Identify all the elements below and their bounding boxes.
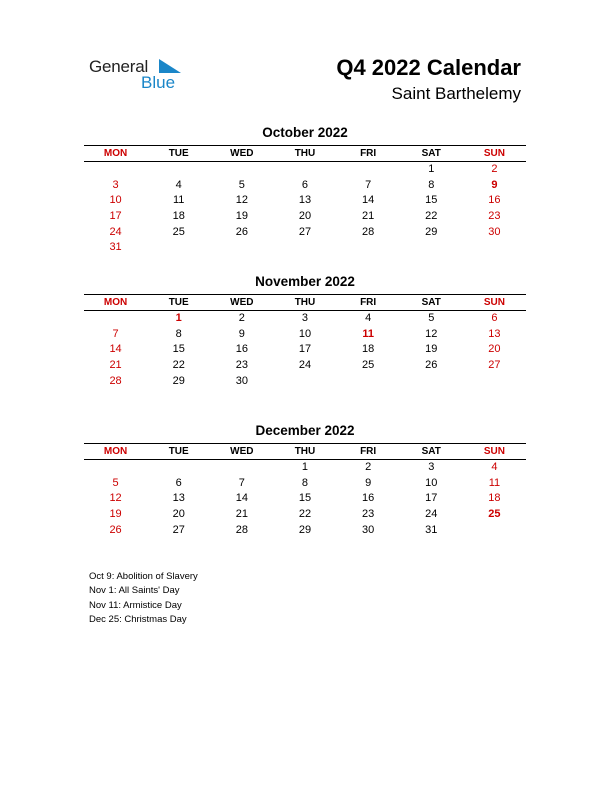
- day-cell: 3: [112, 178, 119, 191]
- day-cell: 23: [235, 359, 248, 372]
- day-cell: 12: [425, 327, 438, 340]
- page-subtitle: Saint Barthelemy: [391, 84, 521, 103]
- week-row: [84, 327, 526, 343]
- weekday-sun: SUN: [483, 297, 505, 308]
- weekday-header: [84, 294, 526, 311]
- week-row: [84, 311, 526, 327]
- day-cell: 27: [298, 225, 312, 238]
- week-row: [84, 491, 526, 507]
- day-cell: 9: [238, 327, 245, 340]
- day-cell: 6: [301, 178, 309, 191]
- week-row: [84, 476, 526, 492]
- day-cell: 8: [301, 476, 309, 489]
- day-cell: 5: [238, 178, 245, 191]
- empty-day-cell: [84, 162, 147, 178]
- day-cell: 16: [362, 492, 375, 505]
- empty-day-cell: [210, 460, 273, 476]
- holiday-item: Oct 9: Abolition of Slavery: [89, 571, 198, 582]
- day-cell: 20: [172, 508, 185, 521]
- weekday-mon: MON: [103, 297, 128, 308]
- weekday-header: [84, 145, 526, 162]
- logo-triangle-icon: [159, 59, 181, 73]
- month-november: [84, 274, 526, 389]
- day-cell: 17: [109, 210, 122, 223]
- generalblue-logo: [89, 57, 189, 93]
- day-cell: 26: [425, 359, 438, 372]
- day-cell: 21: [362, 210, 375, 223]
- day-cell: 26: [109, 523, 122, 536]
- weekday-wed: WED: [230, 148, 254, 159]
- weekday-sat: SAT: [421, 148, 441, 159]
- weekday-sun: SUN: [483, 148, 505, 159]
- day-cell: 2: [491, 163, 498, 175]
- empty-day-cell: [84, 460, 147, 476]
- day-cell: 2: [365, 461, 372, 473]
- day-cell: 23: [488, 210, 501, 223]
- empty-day-cell: [463, 523, 526, 539]
- empty-day-cell: [147, 460, 210, 476]
- week-row: [84, 460, 526, 476]
- day-cell: 15: [425, 194, 438, 207]
- empty-day-cell: [84, 311, 147, 327]
- day-cell: 22: [172, 359, 185, 372]
- day-cell: 16: [488, 194, 501, 207]
- empty-day-cell: [337, 374, 400, 390]
- day-cell: 22: [425, 210, 438, 223]
- day-cell: 13: [172, 492, 185, 505]
- day-cell: 4: [491, 461, 498, 473]
- weekday-fri: FRI: [360, 446, 377, 457]
- day-cell: 7: [365, 178, 372, 191]
- day-cell: 29: [298, 523, 312, 536]
- day-cell: 18: [488, 492, 501, 505]
- day-cell: 19: [109, 508, 122, 521]
- day-cell: 21: [109, 359, 122, 372]
- day-cell: 13: [488, 327, 501, 340]
- day-cell: 30: [488, 225, 501, 238]
- day-cell: 28: [362, 225, 375, 238]
- day-cell: 19: [235, 210, 248, 223]
- day-cell: 8: [428, 178, 435, 191]
- empty-day-cell: [400, 240, 463, 256]
- weekday-header: [84, 443, 526, 460]
- month-grid: [84, 311, 526, 389]
- day-cell: 3: [301, 312, 309, 324]
- day-cell: 29: [425, 225, 438, 238]
- week-row: [84, 358, 526, 374]
- day-cell: 8: [175, 327, 182, 340]
- weekday-tue: TUE: [168, 148, 189, 159]
- day-cell: 24: [425, 508, 438, 521]
- day-cell: 10: [298, 327, 312, 340]
- weekday-thu: THU: [294, 446, 316, 457]
- day-cell: 2: [238, 312, 245, 324]
- day-cell: 17: [298, 343, 312, 356]
- day-cell: 28: [109, 374, 122, 387]
- empty-day-cell: [400, 374, 463, 390]
- day-cell: 10: [109, 194, 122, 207]
- day-cell: 12: [109, 492, 122, 505]
- holiday-item: Dec 25: Christmas Day: [89, 614, 187, 626]
- day-cell: 12: [235, 194, 248, 207]
- week-row: [84, 162, 526, 178]
- day-cell: 20: [488, 343, 501, 356]
- day-cell: 4: [175, 178, 182, 191]
- weekday-fri: FRI: [360, 297, 377, 308]
- month-title: December 2022: [255, 423, 355, 438]
- weekday-mon: MON: [103, 446, 128, 457]
- logo-text-blue: Blue: [141, 73, 176, 92]
- day-cell: 5: [112, 476, 119, 489]
- week-row: [84, 240, 526, 256]
- weekday-fri: FRI: [360, 148, 377, 159]
- day-cell: 31: [425, 523, 438, 536]
- day-cell: 6: [175, 476, 182, 489]
- page-title: Q4 2022 Calendar: [336, 55, 521, 80]
- day-cell: 29: [172, 374, 185, 387]
- day-cell: 14: [235, 492, 248, 505]
- day-cell: 1: [301, 461, 309, 473]
- day-cell: 24: [298, 359, 312, 372]
- week-row: [84, 209, 526, 225]
- weekday-mon: MON: [103, 148, 128, 159]
- weekday-sun: SUN: [483, 446, 505, 457]
- day-cell: 13: [298, 194, 312, 207]
- day-cell: 20: [298, 210, 312, 223]
- day-cell: 3: [428, 461, 435, 473]
- day-cell: 4: [365, 312, 372, 324]
- empty-day-cell: [337, 240, 400, 256]
- week-row: [84, 374, 526, 390]
- weekday-tue: TUE: [168, 446, 189, 457]
- day-cell: 27: [488, 359, 501, 372]
- day-cell: 11: [173, 194, 185, 207]
- month-december: [84, 423, 526, 538]
- day-cell: 19: [425, 343, 438, 356]
- month-title: November 2022: [255, 274, 355, 289]
- month-october: [84, 125, 526, 256]
- week-row: [84, 523, 526, 539]
- day-cell: 23: [362, 508, 375, 521]
- empty-day-cell: [337, 162, 400, 178]
- day-cell: 30: [235, 374, 248, 387]
- logo-text-general: General: [89, 57, 149, 76]
- day-cell: 6: [491, 312, 498, 324]
- day-cell: 25: [172, 225, 185, 238]
- day-cell: 9: [491, 178, 498, 191]
- day-cell: 24: [109, 225, 122, 238]
- empty-day-cell: [273, 162, 336, 178]
- week-row: [84, 193, 526, 209]
- empty-day-cell: [210, 240, 273, 256]
- day-cell: 16: [235, 343, 248, 356]
- day-cell: 7: [112, 327, 119, 340]
- empty-day-cell: [210, 162, 273, 178]
- day-cell: 21: [235, 508, 248, 521]
- empty-day-cell: [273, 240, 336, 256]
- day-cell: 17: [425, 492, 438, 505]
- day-cell: 28: [235, 523, 248, 536]
- day-cell: 11: [362, 327, 374, 340]
- day-cell: 11: [488, 476, 501, 489]
- day-cell: 15: [172, 343, 185, 356]
- day-cell: 14: [109, 343, 122, 356]
- empty-day-cell: [463, 374, 526, 390]
- holiday-item: Nov 11: Armistice Day: [89, 599, 182, 611]
- day-cell: 10: [425, 476, 438, 489]
- month-grid: [84, 162, 526, 256]
- day-cell: 14: [362, 194, 375, 207]
- day-cell: 25: [362, 359, 375, 372]
- day-cell: 25: [488, 508, 501, 521]
- day-cell: 15: [298, 492, 312, 505]
- day-cell: 26: [235, 225, 248, 238]
- week-row: [84, 178, 526, 194]
- day-cell: 22: [298, 508, 312, 521]
- month-grid: [84, 460, 526, 538]
- day-cell: 30: [362, 523, 375, 536]
- weekday-wed: WED: [230, 297, 254, 308]
- week-row: [84, 225, 526, 241]
- weekday-sat: SAT: [421, 297, 441, 308]
- weekday-tue: TUE: [168, 297, 189, 308]
- empty-day-cell: [147, 240, 210, 256]
- week-row: [84, 507, 526, 523]
- weekday-sat: SAT: [421, 446, 441, 457]
- empty-day-cell: [463, 240, 526, 256]
- day-cell: 18: [172, 210, 185, 223]
- holiday-list: [89, 570, 198, 628]
- weekday-thu: THU: [294, 297, 316, 308]
- weekday-wed: WED: [230, 446, 254, 457]
- week-row: [84, 342, 526, 358]
- holiday-item: Nov 1: All Saints' Day: [89, 585, 180, 597]
- day-cell: 27: [172, 523, 185, 536]
- empty-day-cell: [273, 374, 336, 390]
- day-cell: 1: [428, 163, 435, 175]
- day-cell: 9: [365, 476, 372, 489]
- day-cell: 7: [238, 476, 245, 489]
- empty-day-cell: [147, 162, 210, 178]
- day-cell: 18: [362, 343, 375, 356]
- day-cell: 31: [109, 241, 122, 254]
- day-cell: 1: [175, 312, 182, 324]
- weekday-thu: THU: [294, 148, 316, 159]
- day-cell: 5: [428, 312, 435, 324]
- month-title: October 2022: [262, 125, 348, 140]
